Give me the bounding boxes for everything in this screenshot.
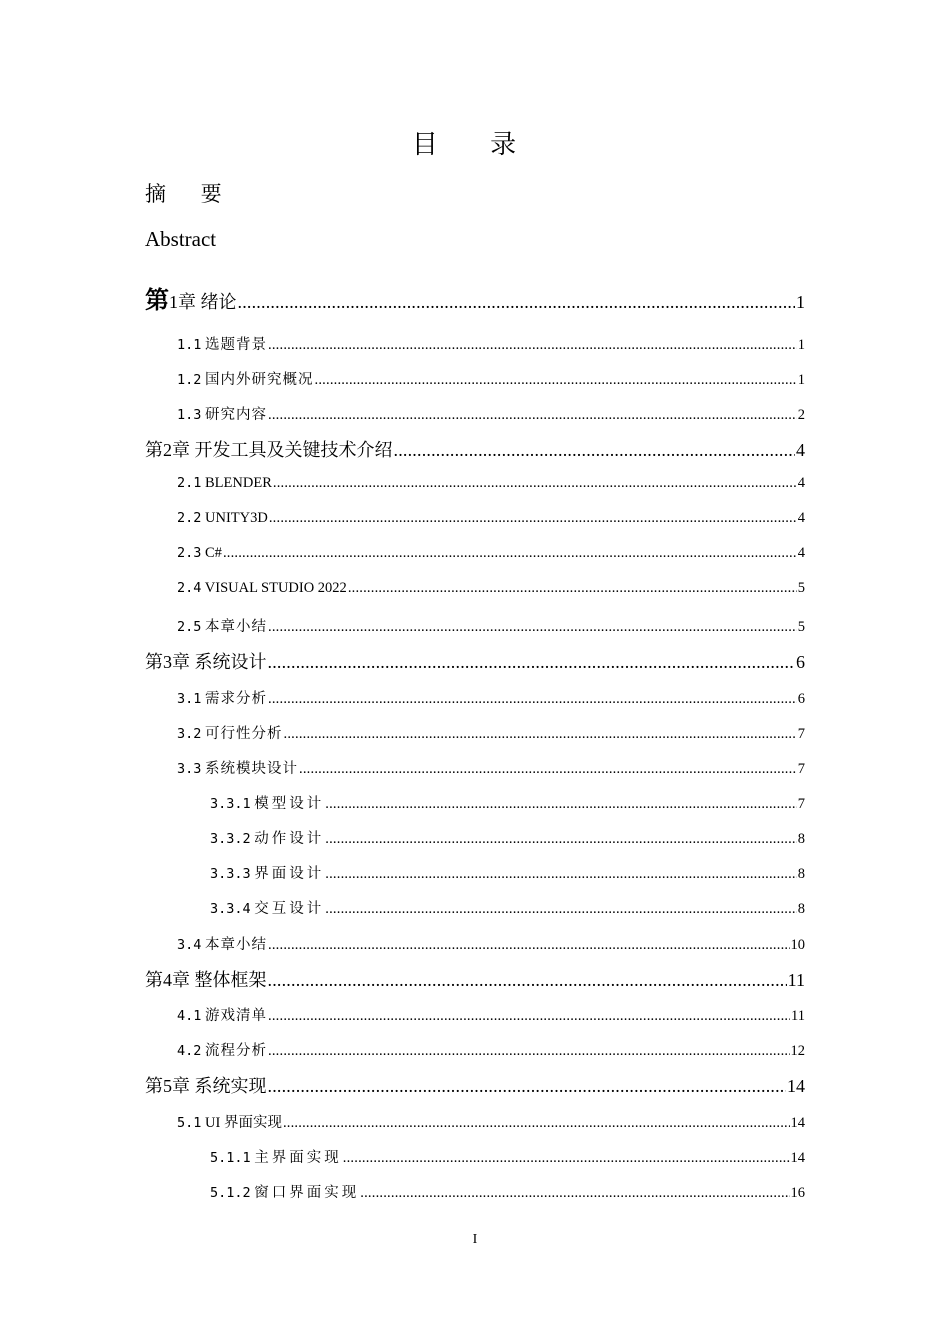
page-number: 11 [791,1008,805,1024]
page-number: 12 [790,1043,805,1059]
dot-leader [268,619,797,636]
toc-subsection-3-3-1[interactable] [210,792,805,813]
toc-chapter-1[interactable] [145,280,805,315]
page-number: 7 [797,726,805,742]
page-title: 目 录 [411,130,539,160]
section-number: 4.2 [177,1043,202,1059]
section-number: 5.1.2 [210,1185,251,1201]
section-title: 窗口界面实现 [254,1185,360,1201]
page-number: 4 [797,545,805,561]
dot-leader [269,510,797,527]
section-number: 3.3 [177,761,202,777]
dot-leader [268,407,797,424]
page-number: 14 [790,1150,805,1166]
dot-leader [268,1008,790,1025]
chapter-number: 1 [169,292,178,312]
page-number: 16 [790,1185,805,1201]
dot-leader [268,1076,787,1097]
chapter-number: 3 [163,652,172,672]
toc-chapter-2[interactable] [145,436,805,462]
dot-leader [360,1185,789,1202]
dot-leader [223,545,797,562]
toc-section-3-2[interactable] [177,722,805,743]
toc-section-2-2[interactable] [177,510,805,527]
section-title: 动作设计 [254,831,325,847]
chapter-title: 绪论 [200,292,237,313]
page-number: 4 [797,475,805,491]
section-title: 模型设计 [254,796,325,812]
section-number: 1.2 [177,372,202,388]
section-title: 需求分析 [205,691,268,707]
section-number: 5.1.1 [210,1150,251,1166]
page-number: 2 [797,407,805,423]
section-title: UNITY3D [205,510,268,526]
page-footer-number: I [472,1232,478,1247]
toc-chapter-3[interactable] [145,648,805,674]
section-number: 3.4 [177,937,202,953]
dot-leader [268,1043,789,1060]
section-number: 2.3 [177,545,202,561]
toc-subsection-5-1-1[interactable] [210,1146,805,1167]
section-title: 选题背景 [205,337,268,353]
page-number: 7 [797,796,805,812]
page-number: 8 [797,831,805,847]
section-title: 流程分析 [205,1043,268,1059]
toc-abstract-cn[interactable]: 摘 要 [145,182,236,206]
dot-leader [268,937,789,954]
chapter-prefix: 第 [145,1076,163,1097]
toc-subsection-3-3-2[interactable] [210,827,805,848]
section-title: 研究内容 [205,407,268,423]
dot-leader [268,652,796,673]
toc-section-5-1[interactable] [177,1111,805,1132]
page-number: 8 [797,866,805,882]
section-number: 3.3.1 [210,796,251,812]
chapter-unit: 章 [172,440,190,461]
toc-section-3-1[interactable] [177,687,805,708]
section-title: 交互设计 [254,901,325,917]
section-title: 本章小结 [205,937,268,953]
dot-leader [268,691,797,708]
section-number: 3.3.3 [210,866,251,882]
section-number: 3.3.2 [210,831,251,847]
section-number: 3.1 [177,691,202,707]
section-title: BLENDER [205,475,272,491]
section-number: 2.1 [177,475,202,491]
dot-leader [283,1115,790,1132]
section-title: 可行性分析 [205,726,283,742]
chapter-prefix: 第 [145,286,169,314]
section-title: 界面设计 [254,866,325,882]
toc-section-2-5[interactable] [177,615,805,636]
dot-leader [325,866,796,883]
dot-leader [268,970,787,991]
toc-section-2-3[interactable] [177,545,805,562]
dot-leader [284,726,797,743]
section-title: 游戏清单 [205,1008,268,1024]
section-title: 本章小结 [205,619,268,635]
page-number: 4 [797,510,805,526]
toc-section-3-4[interactable] [177,933,805,954]
page-number: 1 [797,372,805,388]
dot-leader [325,796,796,813]
section-number: 3.3.4 [210,901,251,917]
page-number: 1 [797,337,805,353]
section-number: 3.2 [177,726,202,742]
dot-leader [343,1150,790,1167]
section-title: 主界面实现 [254,1150,342,1166]
toc-subsection-5-1-2[interactable] [210,1181,805,1202]
section-title: 国内外研究概况 [205,372,314,388]
section-title: UI 界面实现 [205,1115,282,1131]
chapter-number: 5 [163,1076,172,1096]
section-number: 2.2 [177,510,202,526]
chapter-number: 4 [163,970,172,990]
page-number: 7 [797,761,805,777]
chapter-unit: 章 [172,1076,190,1097]
chapter-unit: 章 [172,652,190,673]
section-number: 1.3 [177,407,202,423]
chapter-number: 2 [163,440,172,460]
toc-section-1-2[interactable] [177,368,805,389]
section-title: VISUAL STUDIO 2022 [204,580,347,596]
toc-section-2-4[interactable] [177,580,805,597]
toc-section-4-2[interactable] [177,1039,805,1060]
section-number: 1.1 [177,337,202,353]
toc-section-2-1[interactable] [177,475,805,492]
section-title: C# [205,545,222,561]
toc-subsection-3-3-3[interactable] [210,862,805,883]
page-number: 1 [796,292,805,312]
chapter-unit: 章 [178,292,196,313]
section-number: 2.4 [177,580,202,596]
dot-leader [394,440,796,461]
chapter-prefix: 第 [145,440,163,461]
page-number: 11 [787,970,805,990]
dot-leader [325,901,796,918]
page-number: 4 [796,440,805,460]
page-number: 5 [797,619,805,635]
chapter-title: 系统实现 [194,1076,267,1097]
dot-leader [268,337,797,354]
dot-leader [299,761,797,778]
toc-abstract-en[interactable]: Abstract [145,227,217,251]
dot-leader [325,831,796,848]
chapter-title: 系统设计 [194,652,267,673]
page-number: 5 [797,580,805,596]
section-number: 5.1 [177,1115,202,1131]
dot-leader [238,292,796,313]
section-number: 4.1 [177,1008,202,1024]
chapter-prefix: 第 [145,652,163,673]
toc-subsection-3-3-4[interactable] [210,897,805,918]
page-number: 14 [787,1076,805,1096]
page-number: 8 [797,901,805,917]
page-number: 10 [790,937,805,953]
chapter-title: 整体框架 [194,970,267,991]
section-number: 2.5 [177,619,202,635]
toc-section-3-3[interactable] [177,757,805,778]
chapter-unit: 章 [172,970,190,991]
chapter-title: 开发工具及关键技术介绍 [194,440,393,461]
page-number: 14 [790,1115,805,1131]
dot-leader [315,372,797,389]
toc-section-1-1[interactable] [177,333,805,354]
section-title: 系统模块设计 [205,761,299,777]
page-number: 6 [796,652,805,672]
toc-chapter-5[interactable] [145,1072,805,1098]
chapter-prefix: 第 [145,970,163,991]
dot-leader [348,580,797,597]
page-number: 6 [797,691,805,707]
toc-section-1-3[interactable] [177,403,805,424]
toc-section-4-1[interactable] [177,1004,805,1025]
toc-chapter-4[interactable] [145,966,805,992]
dot-leader [273,475,797,492]
